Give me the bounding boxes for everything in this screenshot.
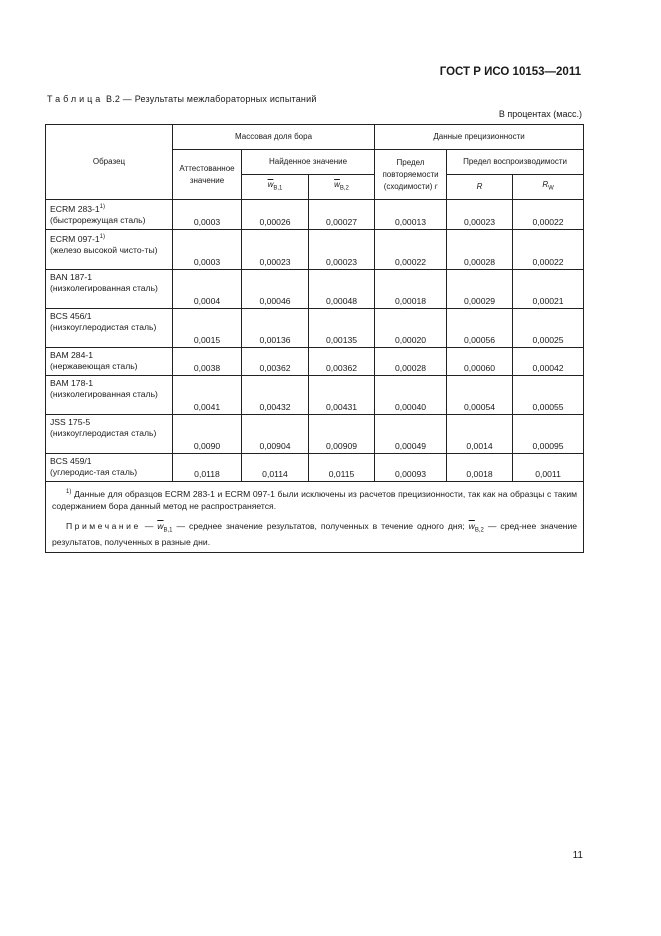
sample-cell — [46, 269, 173, 308]
R-value: 0,00054 — [447, 375, 513, 414]
certified-value: 0,0003 — [173, 200, 242, 230]
table-row — [46, 200, 584, 230]
RW-value: 0,00055 — [513, 375, 584, 414]
R-symbol: R — [476, 182, 483, 191]
r-value: 0,00022 — [375, 229, 447, 269]
RW-symbol: R — [542, 180, 549, 190]
units-label: В процентах (масс.) — [498, 109, 582, 119]
wb2-symbol: $\overline{w}$ — [334, 180, 340, 190]
note-label: Примечание — [66, 520, 141, 531]
table-row — [46, 347, 584, 375]
table-row — [46, 269, 584, 308]
wb1-symbol: $\overline{w}$ — [267, 180, 274, 190]
sample-cell — [46, 347, 173, 375]
r-value: 0,00020 — [375, 308, 447, 347]
wb1-value: 0,00136 — [242, 308, 309, 347]
sample-cell — [46, 308, 173, 347]
sample-cell — [46, 200, 173, 230]
header-wb1 — [242, 175, 309, 200]
sample-code: ECRM 283-1 — [50, 203, 100, 214]
sample-cell — [46, 229, 173, 269]
R-value: 0,00028 — [447, 229, 513, 269]
wb2-value: 0,00431 — [309, 375, 375, 414]
RW-sub: W — [548, 185, 554, 192]
table-caption — [47, 94, 317, 104]
sample-cell — [46, 414, 173, 453]
r-value: 0,00028 — [375, 347, 447, 375]
sample-code: BCS 459/1 — [50, 455, 92, 466]
note-text-1: — среднее значение результатов, полученных в течение одного дня; — [172, 520, 469, 531]
sample-cell — [46, 375, 173, 414]
R-value: 0,00060 — [447, 347, 513, 375]
standard-header: ГОСТ Р ИСО 10153—2011 — [439, 66, 581, 78]
sample-description: (железо высокой чисто-ты) — [50, 245, 158, 256]
sample-cell — [46, 453, 173, 481]
wb2-value: 0,00135 — [309, 308, 375, 347]
RW-value: 0,00021 — [513, 269, 584, 308]
header-r-symbol: r — [434, 181, 438, 191]
RW-value: 0,00022 — [513, 200, 584, 230]
note-wb2-symbol: $\overline{w}$ — [468, 520, 475, 531]
sample-code: BCS 456/1 — [50, 310, 92, 321]
wb2-value: 0,00023 — [309, 229, 375, 269]
header-repeatability — [375, 150, 447, 200]
R-value: 0,0018 — [447, 453, 513, 481]
wb1-value: 0,00026 — [242, 200, 309, 230]
header-RW — [513, 175, 584, 200]
note-text-2: — сред-нее значение результатов, полученных в разные дни. — [52, 520, 578, 548]
certified-value: 0,0015 — [173, 308, 242, 347]
r-value: 0,00018 — [375, 269, 447, 308]
wb1-value: 0,00046 — [242, 269, 309, 308]
R-value: 0,0014 — [447, 414, 513, 453]
wb2-value: 0,00909 — [309, 414, 375, 453]
certified-value: 0,0004 — [173, 269, 242, 308]
sample-description: (быстрорежущая сталь) — [50, 215, 146, 226]
wb1-sub: B,1 — [273, 185, 283, 192]
sample-description: (низкоуглеродистая сталь) — [50, 322, 157, 333]
header-wb2 — [309, 175, 375, 200]
header-precision: Данные прецизионности — [375, 125, 584, 150]
notes-cell — [46, 481, 584, 553]
R-value: 0,00029 — [447, 269, 513, 308]
sample-code: JSS 175-5 — [50, 416, 91, 427]
RW-value: 0,00095 — [513, 414, 584, 453]
RW-value: 0,00025 — [513, 308, 584, 347]
wb2-value: 0,00048 — [309, 269, 375, 308]
sample-code: BAM 178-1 — [50, 377, 93, 388]
table-row — [46, 414, 584, 453]
RW-value: 0,00022 — [513, 229, 584, 269]
wb2-value: 0,0115 — [309, 453, 375, 481]
certified-value: 0,0003 — [173, 229, 242, 269]
note-wb2-sub: B,2 — [474, 527, 484, 534]
certified-value: 0,0041 — [173, 375, 242, 414]
wb1-value: 0,0114 — [242, 453, 309, 481]
r-value: 0,00040 — [375, 375, 447, 414]
sample-code: ECRM 097-1 — [50, 233, 100, 244]
note-wb1-symbol: $\overline{w}$ — [157, 520, 164, 531]
certified-value: 0,0118 — [173, 453, 242, 481]
wb1-value: 0,00362 — [242, 347, 309, 375]
header-repeatability-text: Предел повторяемости (сходимости) — [382, 157, 439, 191]
header-sample: Образец — [46, 125, 173, 200]
wb1-value: 0,00904 — [242, 414, 309, 453]
note-wb1-sub: B,1 — [163, 527, 173, 534]
footnote — [52, 486, 577, 512]
sample-code: BAM 284-1 — [50, 349, 93, 360]
table-row — [46, 453, 584, 481]
sample-footnote-mark: 1) — [99, 233, 106, 240]
sample-code: BAN 187-1 — [50, 271, 93, 282]
header-certified: Аттестованное значение — [173, 150, 242, 200]
certified-value: 0,0090 — [173, 414, 242, 453]
wb1-value: 0,00432 — [242, 375, 309, 414]
sample-description: (низколегированная сталь) — [50, 389, 158, 400]
notes-row — [46, 481, 584, 553]
r-value: 0,00013 — [375, 200, 447, 230]
sample-description: (углеродис-тая сталь) — [50, 467, 138, 478]
table-row — [46, 375, 584, 414]
caption-text: В.2 — Результаты межлабораторных испытаний — [106, 94, 317, 104]
results-table — [45, 124, 584, 553]
header-reproducibility: Предел воспроизводимости — [447, 150, 584, 175]
footnote-marker: 1) — [66, 488, 72, 495]
header-found: Найденное значение — [242, 150, 375, 175]
sample-footnote-mark: 1) — [99, 204, 106, 210]
wb2-value: 0,00362 — [309, 347, 375, 375]
header-R — [447, 175, 513, 200]
wb1-value: 0,00023 — [242, 229, 309, 269]
sample-description: (низколегированная сталь) — [50, 283, 158, 294]
r-value: 0,00093 — [375, 453, 447, 481]
table-row — [46, 308, 584, 347]
header-mass-fraction: Массовая доля бора — [173, 125, 375, 150]
note: Примечание — $\overline{w}_{B,1}$ — среднее значение результатов, полученных в течение одного дня; $\overline{w}_{B,2}$ — сред-нее значение результатов, полученных в разные дни. — [52, 520, 578, 548]
certified-value: 0,0038 — [173, 347, 242, 375]
RW-value: 0,0011 — [513, 453, 584, 481]
wb2-sub: B,2 — [339, 185, 349, 192]
table-row — [46, 229, 584, 269]
sample-description: (низкоуглеродистая сталь) — [50, 428, 157, 439]
R-value: 0,00023 — [447, 200, 513, 230]
footnote-text: Данные для образцов ECRM 283-1 и ECRM 097-1 были исключены из расчетов прецизионности, так как на образцы с таким содержанием бора данный метод не распространяется. — [52, 488, 578, 511]
sample-description: (нержавеющая сталь) — [50, 361, 138, 372]
RW-value: 0,00042 — [513, 347, 584, 375]
wb2-value: 0,00027 — [309, 200, 375, 230]
page-number: 11 — [572, 850, 583, 861]
R-value: 0,00056 — [447, 308, 513, 347]
caption-table-word: Таблица — [47, 94, 104, 104]
r-value: 0,00049 — [375, 414, 447, 453]
